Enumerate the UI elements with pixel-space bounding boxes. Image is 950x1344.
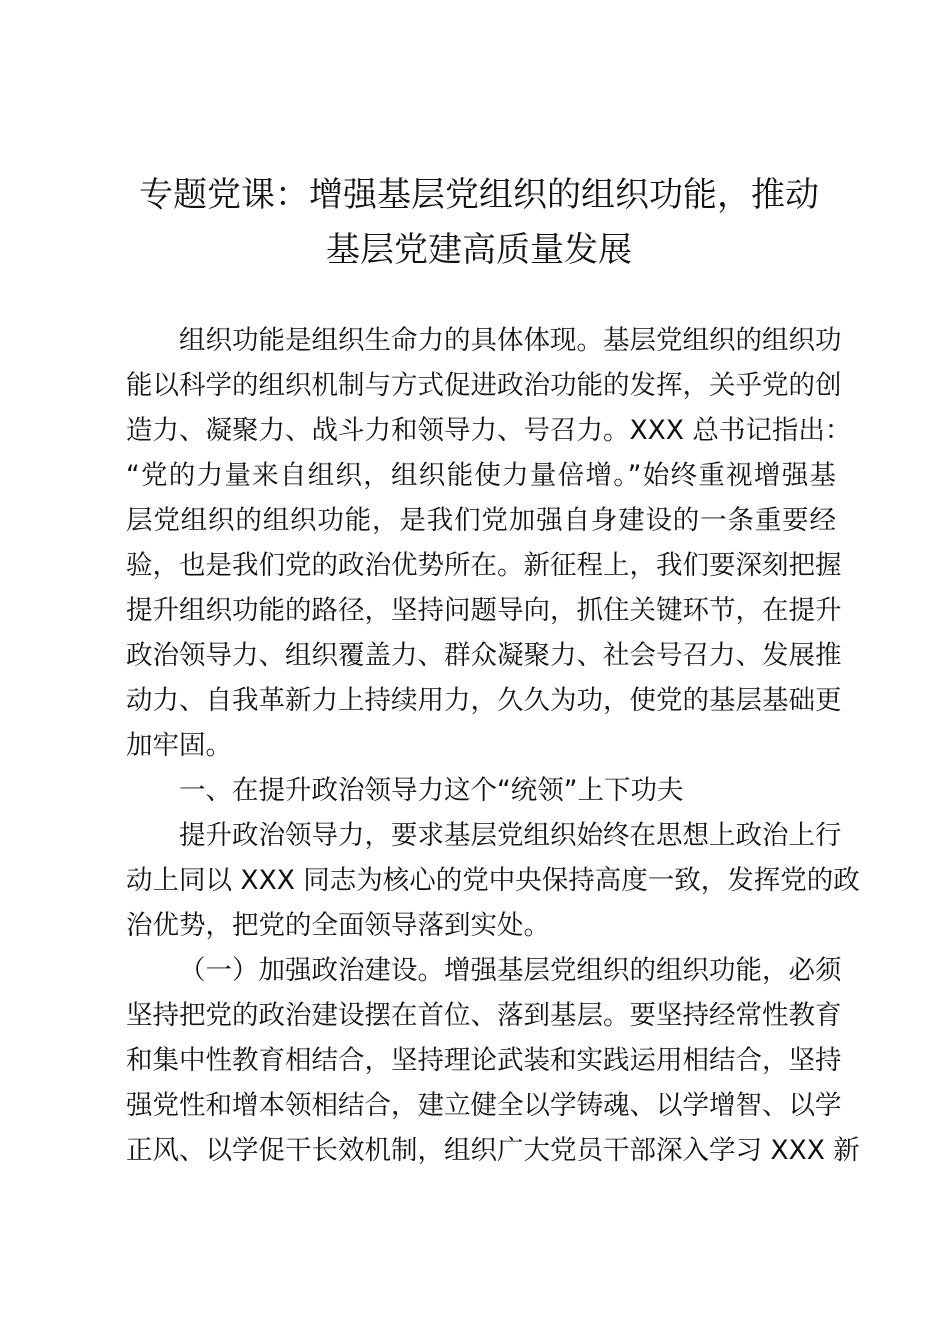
text-line: 验，也是我们党的政治优势所在。新征程上，我们要深刻把握 [126, 550, 842, 581]
text-line: （一）加强政治建设。增强基层党组织的组织功能，必须 [179, 955, 842, 986]
section-heading-1 [126, 768, 836, 813]
text-line: 动上同以 XXX 同志为核心的党中央保持高度一致，发挥党的政 [126, 865, 860, 896]
text-line: 组织功能是组织生命力的具体体现。基层党组织的组织功 [179, 325, 842, 356]
text-line: 提升政治领导力，要求基层党组织始终在思想上政治上行 [179, 820, 842, 851]
paragraph-intro [126, 318, 852, 768]
document-body [126, 318, 860, 1173]
text-line: 政治领导力、组织覆盖力、群众凝聚力、社会号召力、发展推 [126, 640, 842, 671]
text-line: 坚持把党的政治建设摆在首位、落到基层。要坚持经常性教育 [126, 1000, 842, 1031]
text-line: 治优势，把党的全面领导落到实处。 [126, 910, 550, 941]
text-line: 加牢固。 [126, 730, 232, 761]
title-line-1: 专题党课：增强基层党组织的组织功能，推动 [139, 175, 819, 215]
text-line: 层党组织的组织功能，是我们党加强自身建设的一条重要经 [126, 505, 836, 536]
text-line: 和集中性教育相结合，坚持理论武装和实践运用相结合，坚持 [126, 1045, 842, 1076]
section-heading-text: 一、在提升政治领导力这个“统领”上下功夫 [179, 775, 684, 806]
text-line: 造力、凝聚力、战斗力和领导力、号召力。XXX 总书记指出： [126, 415, 852, 446]
text-line: “党的力量来自组织，组织能使力量倍增。”始终重视增强基 [126, 460, 836, 491]
paragraph-section-1-intro [126, 813, 860, 948]
document-title [118, 168, 840, 278]
text-line: 正风、以学促干长效机制，组织广大党员干部深入学习 XXX 新 [126, 1135, 860, 1166]
text-line: 强党性和增本领相结合，建立健全以学铸魂、以学增智、以学 [126, 1090, 842, 1121]
title-line-2: 基层党建高质量发展 [326, 230, 632, 270]
text-line: 动力、自我革新力上持续用力，久久为功，使党的基层基础更 [126, 685, 842, 716]
paragraph-political-building [126, 948, 860, 1173]
text-line: 提升组织功能的路径，坚持问题导向，抓住关键环节，在提升 [126, 595, 842, 626]
text-line: 能以科学的组织机制与方式促进政治功能的发挥，关乎党的创 [126, 370, 842, 401]
